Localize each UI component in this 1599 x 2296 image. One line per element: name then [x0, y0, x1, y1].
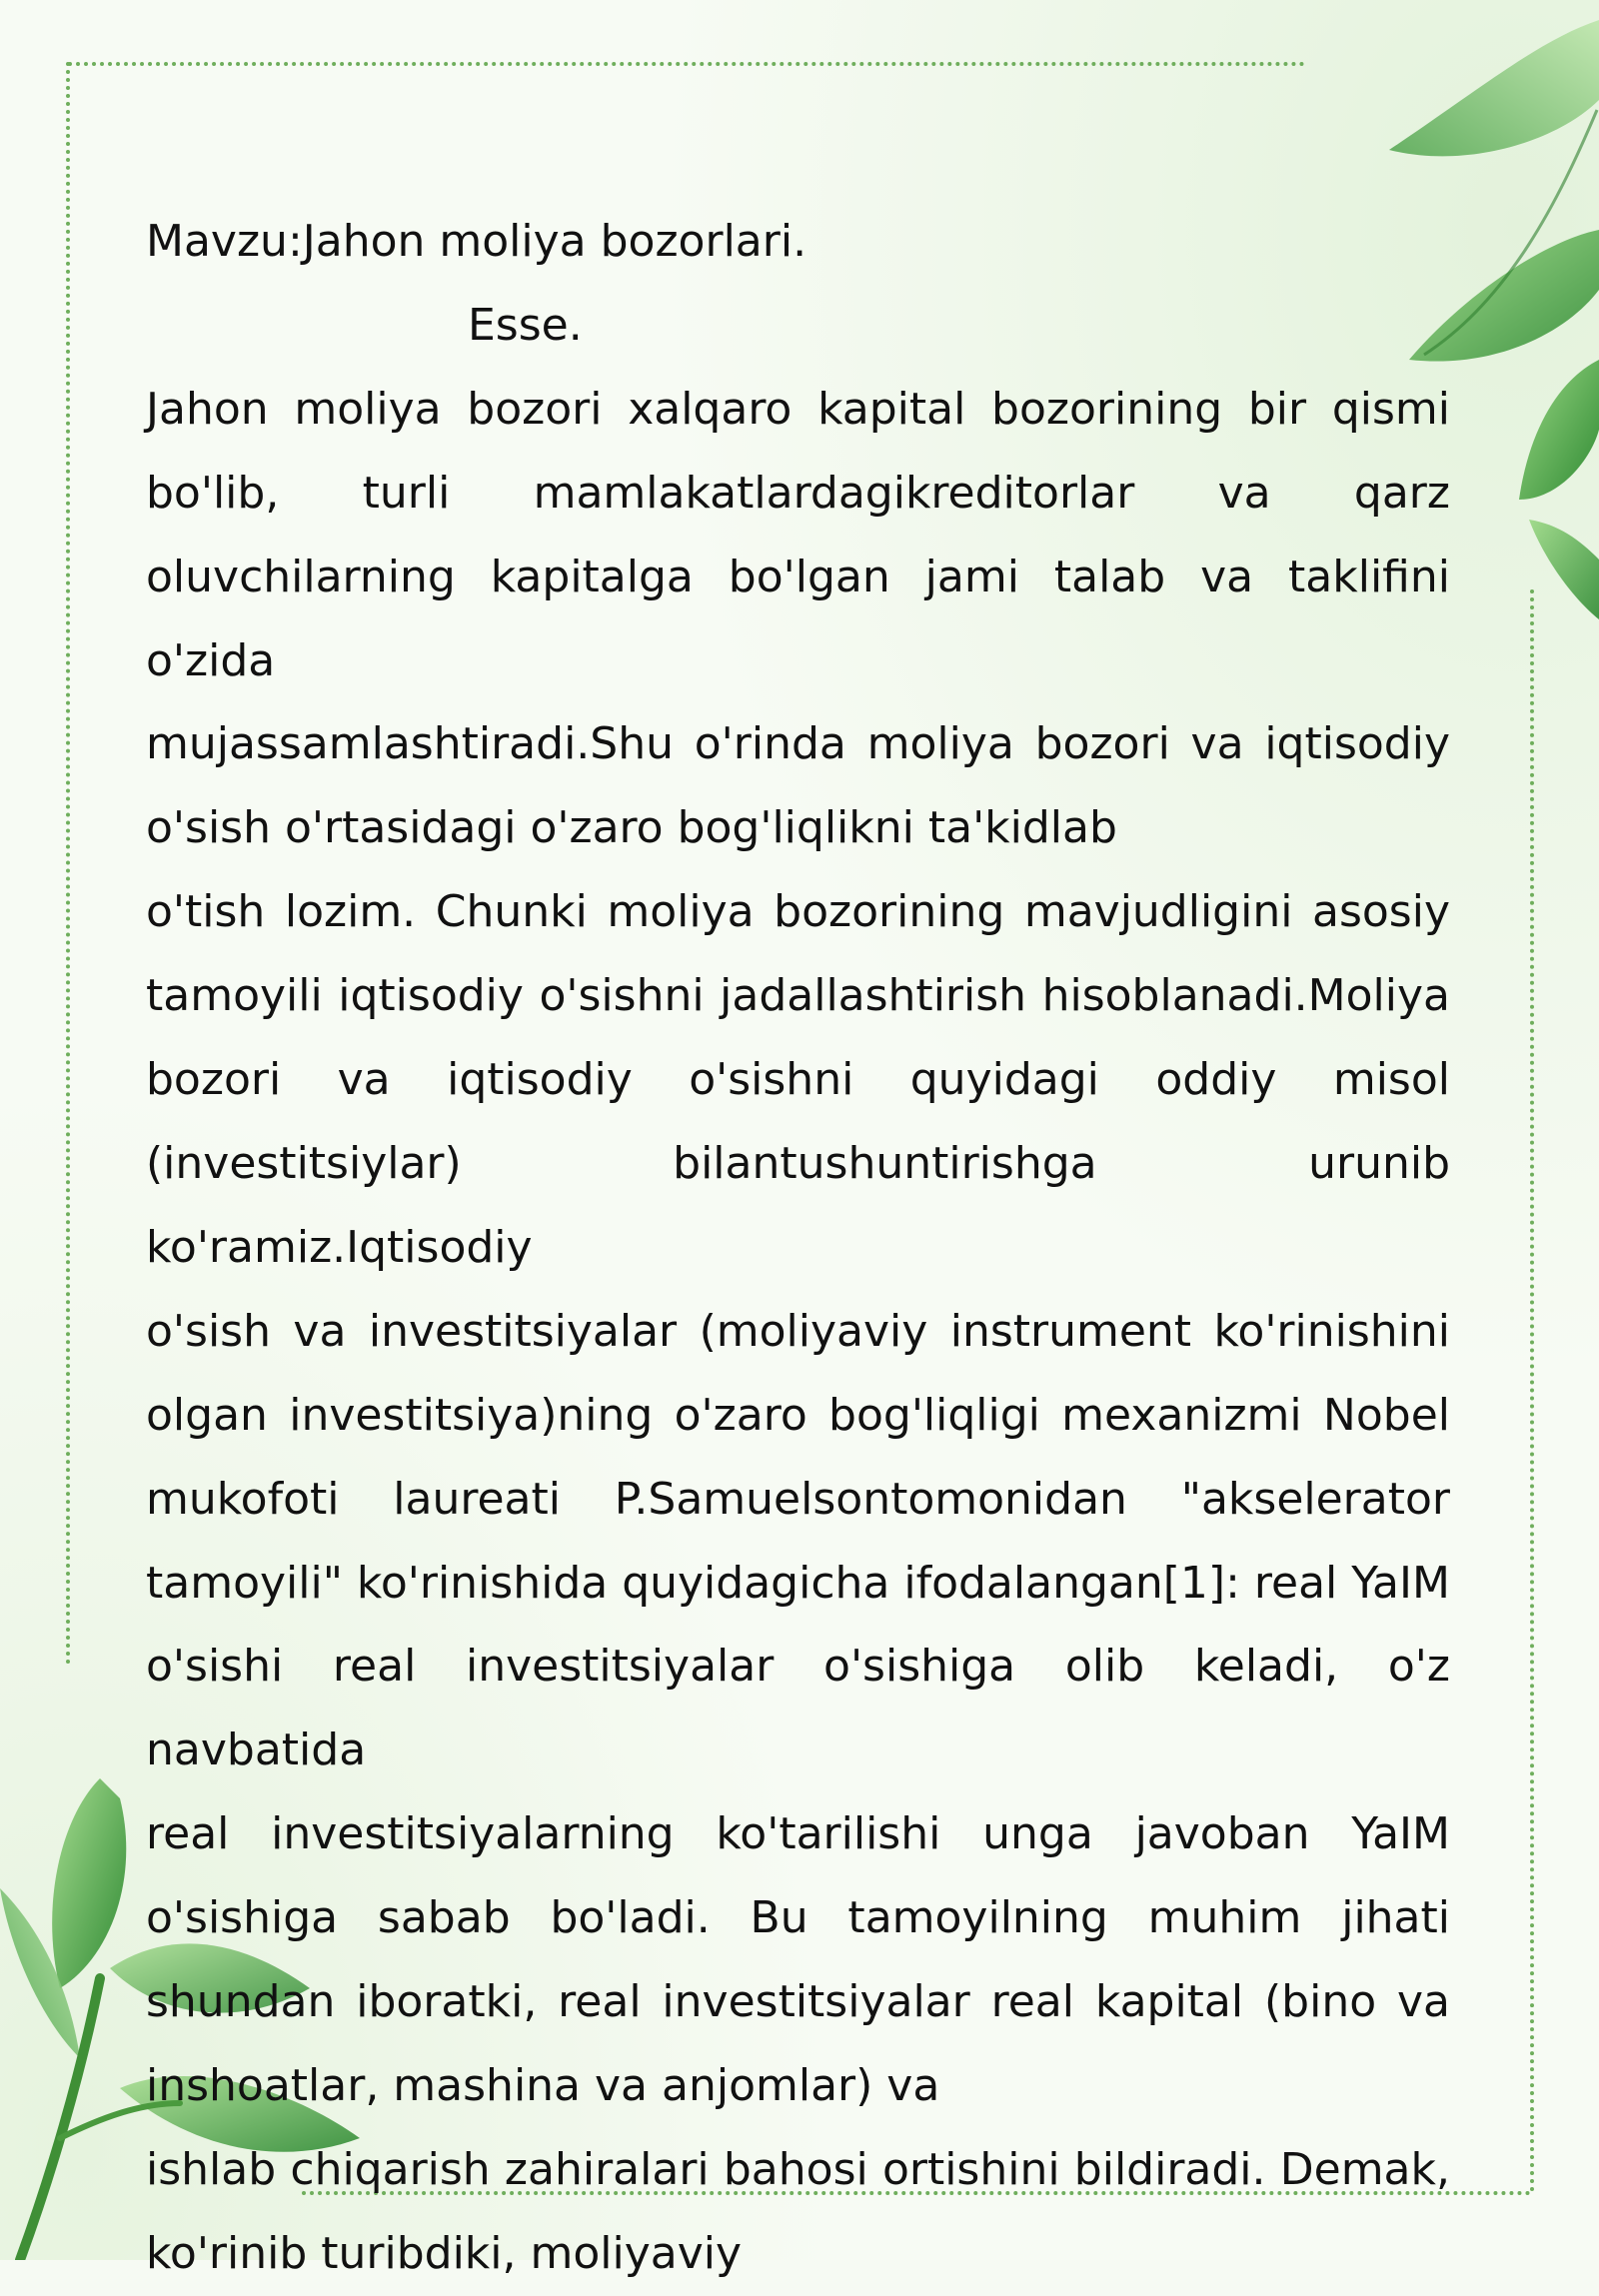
essay-line: o'sish o'rtasidagi o'zaro bog'liqlikni ta'kidlab: [146, 802, 1117, 854]
essay-line: mukofoti laureati P.Samuelsontomonidan "akselerator: [146, 1473, 1450, 1525]
essay-line: bo'lib, turli mamlakatlardagikreditorlar va qarz: [146, 467, 1450, 519]
essay-line: Jahon moliya bozori xalqaro kapital bozorining bir qismi: [146, 383, 1450, 435]
essay-line: real investitsiyalarning ko'tarilishi unga javoban YaIM: [146, 1808, 1450, 1860]
essay-line: (investitsiylar) bilantushuntirishga urunib ko'ramiz.Iqtisodiy: [146, 1137, 1450, 1273]
essay-line: o'sishiga sabab bo'ladi. Bu tamoyilning muhim jihati: [146, 1892, 1450, 1944]
essay-line: mujassamlashtiradi.Shu o'rinda moliya bozori va iqtisodiy: [146, 718, 1450, 770]
dotted-frame-top: [68, 62, 1305, 66]
essay-line: o'sish va investitsiyalar (moliyaviy instrument ko'rinishini: [146, 1305, 1450, 1357]
essay-line: ko'rinib turibdiki, moliyaviy: [146, 2227, 743, 2279]
dotted-frame-left: [66, 62, 70, 1666]
essay-line: olgan investitsiya)ning o'zaro bog'liqligi mexanizmi Nobel: [146, 1389, 1450, 1441]
essay-line: bozori va iqtisodiy o'sishni quyidagi oddiy misol: [146, 1054, 1450, 1106]
essay-body: [146, 200, 1450, 2296]
essay-line: o'sishi real investitsiyalar o'sishiga olib keladi, o'z navbatida: [146, 1641, 1450, 1776]
essay-line: shundan iboratki, real investitsiyalar real kapital (bino va: [146, 1976, 1450, 2028]
essay-line: tamoyili iqtisodiy o'sishni jadallashtirish hisoblanadi.Moliya: [146, 970, 1450, 1022]
topic-heading: Mavzu:Jahon moliya bozorlari.: [146, 216, 807, 267]
essay-line: ishlab chiqarish zahiralari bahosi ortishini bildiradi. Demak,: [146, 2143, 1450, 2195]
essay-line: oluvchilarning kapitalga bo'lgan jami talab va taklifini o'zida: [146, 551, 1450, 686]
dotted-frame-right: [1530, 589, 1534, 2193]
genre-heading: Esse.: [468, 299, 583, 351]
essay-line: inshoatlar, mashina va anjomlar) va: [146, 2059, 940, 2111]
essay-line: tamoyili" ko'rinishida quyidagicha ifodalangan[1]: real YaIM: [146, 1557, 1450, 1609]
essay-line: o'tish lozim. Chunki moliya bozorining mavjudligini asosiy: [146, 886, 1450, 938]
